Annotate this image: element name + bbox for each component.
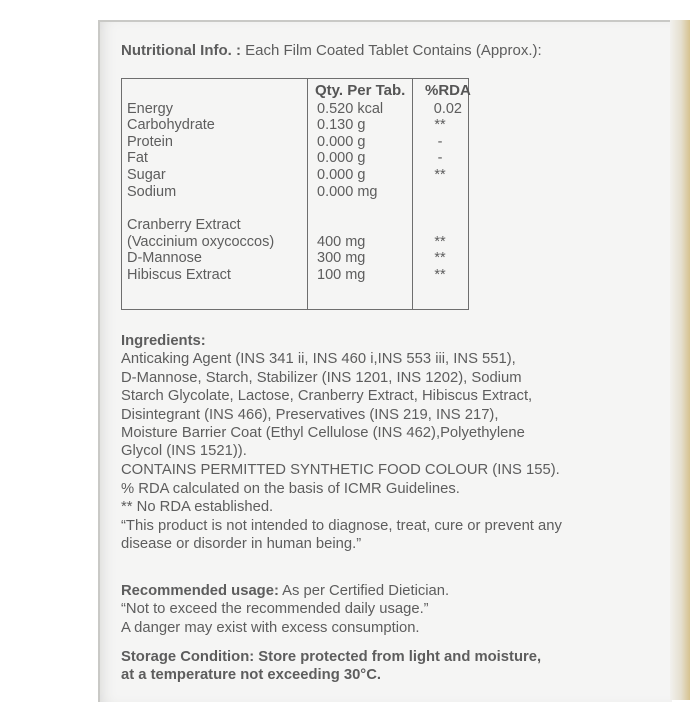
row-name: Sodium	[127, 184, 177, 200]
disclaimer-line: disease or disorder in human being.”	[121, 536, 362, 553]
nutrition-header-label: Nutritional Info. :	[121, 42, 241, 59]
table-row	[122, 217, 468, 234]
table-row	[122, 150, 468, 167]
nutrition-header	[121, 42, 661, 59]
usage-label: Recommended usage:	[121, 583, 279, 599]
row-name: Fat	[127, 150, 148, 166]
row-name: Hibiscus Extract	[127, 267, 231, 283]
row-qty: 0.000 g	[317, 167, 366, 183]
row-qty: 400 mg	[317, 234, 366, 250]
table-row	[122, 234, 468, 251]
row-rda: **	[434, 250, 446, 266]
row-name: Energy	[127, 101, 173, 117]
row-rda: -	[437, 134, 443, 150]
row-name: Sugar	[127, 167, 166, 183]
row-name: (Vaccinium oxycoccos)	[127, 234, 275, 250]
disclaimer-line: “This product is not intended to diagnose, treat, cure or prevent any	[121, 517, 562, 534]
row-name: Protein	[127, 134, 173, 150]
qty-column-header: Qty. Per Tab.	[315, 82, 406, 99]
rda-note: % RDA calculated on the basis of ICMR Guidelines.	[121, 481, 460, 497]
row-rda: **	[434, 167, 446, 183]
row-rda: -	[437, 150, 443, 166]
ingredients-line: Glycol (INS 1521)).	[121, 443, 247, 460]
notes-section	[121, 480, 666, 554]
usage-text: As per Certified Dietician.	[278, 583, 450, 599]
row-qty: 0.000 mg	[317, 184, 378, 200]
row-name: D-Mannose	[127, 250, 202, 266]
usage-line: “Not to exceed the recommended daily usage.”	[121, 601, 429, 618]
row-qty: 300 mg	[317, 250, 366, 266]
table-row	[122, 167, 468, 184]
table-row	[122, 267, 468, 284]
row-qty: 0.000 g	[317, 134, 366, 150]
ingredients-line: Starch Glycolate, Lactose, Cranberry Extract, Hibiscus Extract,	[121, 388, 533, 405]
no-rda-note: ** No RDA established.	[121, 499, 274, 516]
row-qty: 0.520 kcal	[317, 101, 384, 117]
ingredients-line: Moisture Barrier Coat (Ethyl Cellulose (INS 462),Polyethylene	[121, 425, 525, 442]
row-qty: 0.000 g	[317, 150, 366, 166]
table-row	[122, 134, 468, 151]
ingredients-title: Ingredients:	[121, 333, 206, 349]
storage-line: Storage Condition: Store protected from light and moisture,	[121, 649, 542, 665]
ingredients-section	[121, 332, 666, 479]
ingredients-line: D-Mannose, Starch, Stabilizer (INS 1201, INS 1202), Sodium	[121, 369, 522, 386]
nutrition-header-text: Each Film Coated Tablet Contains (Approx.):	[240, 42, 542, 59]
table-row	[122, 250, 468, 267]
row-rda: **	[434, 234, 446, 250]
row-name: Carbohydrate	[127, 117, 215, 133]
box-edge	[670, 20, 690, 700]
rda-column-header: %RDA	[425, 82, 471, 99]
nutrition-table	[121, 78, 469, 310]
row-name: Cranberry Extract	[127, 217, 241, 233]
table-row	[122, 117, 468, 134]
row-qty: 0.130 g	[317, 117, 366, 133]
table-row	[122, 184, 468, 201]
usage-line: A danger may exist with excess consumption.	[121, 619, 420, 636]
storage-section	[121, 648, 666, 685]
table-row	[122, 101, 468, 118]
food-colour-statement: CONTAINS PERMITTED SYNTHETIC FOOD COLOUR (INS 155).	[121, 461, 560, 478]
storage-line: at a temperature not exceeding 30°C.	[121, 667, 382, 684]
row-rda: **	[434, 117, 446, 133]
ingredients-line: Disintegrant (INS 466), Preservatives (INS 219, INS 217),	[121, 406, 499, 423]
row-qty: 100 mg	[317, 267, 366, 283]
ingredients-line: Anticaking Agent (INS 341 ii, INS 460 i,INS 553 iii, INS 551),	[121, 351, 516, 368]
row-rda: **	[434, 267, 446, 283]
row-rda: 0.02	[433, 101, 462, 117]
usage-section	[121, 582, 666, 637]
